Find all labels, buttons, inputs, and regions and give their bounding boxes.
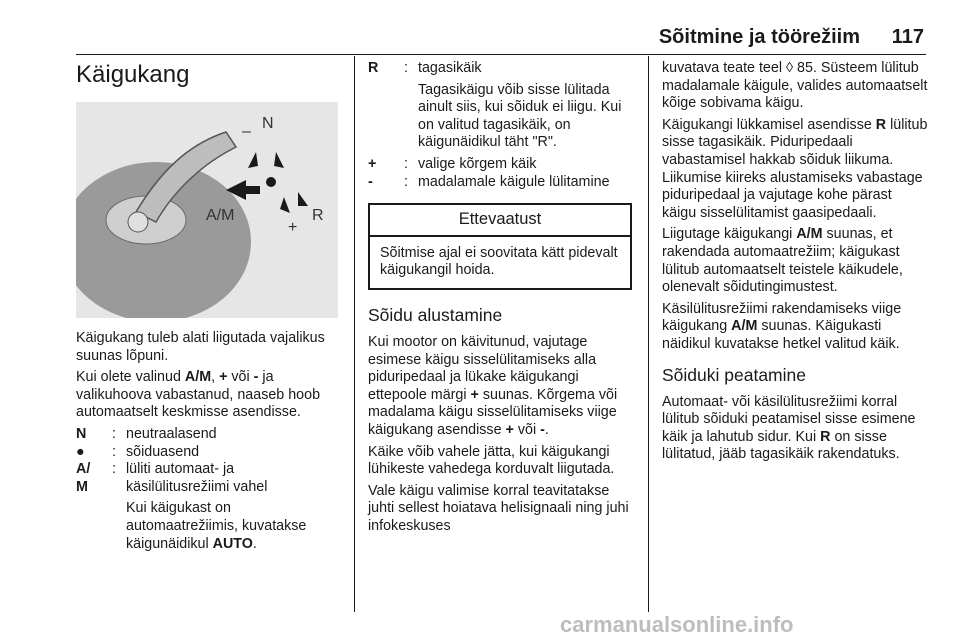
position-definitions <box>76 426 338 553</box>
running-header-title: Sõitmine ja töörežiim <box>658 26 860 48</box>
p2-plus: + <box>219 369 228 386</box>
p2-minus: - <box>253 369 259 386</box>
paragraph-skip: Käike võib vahele jätta, kui käigukangi lühikeste vahedega korduvalt liigutada. <box>368 443 615 478</box>
p2-prefix: Käigukangi lükkamisel asendisse <box>662 116 876 133</box>
def-colon: : <box>404 60 408 76</box>
p2-mid1: , <box>211 369 220 386</box>
paragraph-selection <box>76 369 338 422</box>
p1-suffix: . Süsteem lülitub madalamale käigule, valides automaatselt kõige sobivama käigu. <box>662 60 928 112</box>
arrow-n-icon <box>274 152 284 168</box>
s1-prefix: Kui mootor on käivitunud, vajutage esimese käigu sisselülitamiseks alla piduripedaal ja lükake käigukangi ettepoole märgi <box>368 333 597 403</box>
p4-suffix: suunas. Käigukasti näidikul kuvatakse hetkel valitud käik. <box>662 318 900 352</box>
def-value: tagasikäik <box>418 60 482 76</box>
p2-bold: R <box>875 116 887 133</box>
paragraph-intro: Käigukang tuleb alati liigutada vajalikus suunas lõpuni. <box>76 330 325 364</box>
warning-body: Sõitmise ajal ei soovitata kätt pidevalt käigukangil hoida. <box>380 244 618 279</box>
p1-prefix: kuvatava teate teel <box>662 60 786 76</box>
column-1 <box>76 60 338 557</box>
section-title-stopping: Sõiduki peatamine <box>662 364 806 385</box>
p4-bold: A/M <box>731 318 758 335</box>
position-definitions-2 <box>368 60 632 191</box>
s1-minus: - <box>540 421 545 438</box>
label-n: N <box>262 115 274 132</box>
paragraph-message <box>662 60 928 113</box>
label-plus: + <box>288 219 298 236</box>
p3-prefix: Liigutage käigukangi <box>662 226 797 243</box>
gear-lever-illustration <box>76 102 338 318</box>
lever-base <box>128 212 148 232</box>
def-value: lüliti automaat- ja käsilülitusrežiimi vahel <box>126 461 268 495</box>
auto-note <box>76 500 338 553</box>
s1-end: . <box>544 421 549 438</box>
label-am: A/M <box>206 207 235 224</box>
p2-mid2: või <box>227 369 254 386</box>
def-row <box>368 60 632 78</box>
def-colon: : <box>404 173 408 190</box>
def-value: neutraalasend <box>126 425 217 442</box>
label-r: R <box>312 207 324 224</box>
def-key: + <box>368 155 377 172</box>
gear-lever-figure <box>76 102 338 318</box>
arrow-plus-icon <box>280 197 290 213</box>
def-row <box>76 444 338 462</box>
def-value: sõiduasend <box>126 443 200 460</box>
def-value: valige kõrgem käik <box>418 155 537 172</box>
def-row <box>76 461 338 496</box>
paragraph-manual <box>662 301 928 354</box>
def-colon: : <box>112 425 116 442</box>
p2-suffix: ja valikuhoova vabastanud, naaseb hoob automaatselt keskmisse asendisse. <box>76 369 321 421</box>
column-3 <box>662 60 928 468</box>
reverse-note: Tagasikäigu võib sisse lülitada ainult siis, kui sõiduk ei liigu. Kui on valitud tagasikäik, on käigunäidikul täht "R". <box>418 81 622 151</box>
p2-am: A/M <box>184 369 212 386</box>
paragraph-automatic <box>662 226 928 296</box>
p5-bold: R <box>820 428 831 445</box>
watermark: carmanualsonline.info <box>560 612 794 637</box>
column-2 <box>368 60 632 539</box>
p3-bold: A/M <box>796 226 823 243</box>
def-colon: : <box>404 155 408 172</box>
def-key: ● <box>76 443 85 460</box>
warning-box <box>368 203 632 290</box>
paragraph-stopping <box>662 394 928 464</box>
p2-suffix: lülitub sisse tagasikäik. Piduripedaali vabastamisel hakkab sõiduk liikuma. Liikumise kiireks alustamiseks vabastage piduripedaal ja vajutage kohe pärast käigu sisselülitamist gaasipedaali. <box>662 116 928 221</box>
s1-mid: suunas. Kõrgema või madalama käigu sisselülitamiseks viige käigukang asendisse <box>368 386 618 438</box>
def-colon: : <box>112 461 116 478</box>
page-number: 117 <box>891 26 924 48</box>
p5-prefix: Automaat- või käsilülitusrežiimi korral lülitub sõiduki peatamisel sisse esimene käik ja lahutub sidur. Kui <box>662 393 916 445</box>
column-divider-2 <box>648 56 649 612</box>
s1-plus2: + <box>505 421 514 438</box>
section-title-kaigukang: Käigukang <box>76 61 190 88</box>
def-value: madalamale käigule lülitamine <box>418 173 610 190</box>
def-key: N <box>76 425 87 442</box>
label-minus: – <box>242 123 251 140</box>
note-bold: AUTO <box>212 535 253 552</box>
warning-title: Ettevaatust <box>370 205 630 237</box>
p2-prefix: Kui olete valinud <box>76 369 185 386</box>
arrow-r-icon <box>298 192 308 206</box>
paragraph-wrong-gear: Vale käigu valimise korral teavitatakse juhti sellest hoiatava helisignaali ning juhi infokeskuses <box>368 482 629 534</box>
def-colon: : <box>112 443 116 460</box>
def-key: R <box>368 60 379 76</box>
s1-plus: + <box>470 386 479 403</box>
def-key: - <box>368 173 373 190</box>
def-key: A/ M <box>76 461 91 495</box>
p4-prefix: Käsilülitusrežiimi rakendamiseks viige käigukang <box>662 300 902 335</box>
section-title-start: Sõidu alustamine <box>368 304 503 325</box>
paragraph-start <box>368 334 632 440</box>
def-row <box>76 426 338 444</box>
def-row <box>368 156 632 174</box>
drive-position-dot <box>266 177 276 187</box>
p3-suffix: suunas, et rakendada automaatrežiim; käigukast lülitub automaatselt teistele käikudele, olenevalt sõidutingimustest. <box>662 226 903 296</box>
note-suffix: . <box>252 535 257 552</box>
note-prefix: Kui käigukast on automaatrežiimis, kuvatakse käigunäidikul <box>126 500 307 552</box>
paragraph-reverse <box>662 117 928 223</box>
page-reference[interactable]: ◊ 85 <box>786 60 813 76</box>
p5-suffix: on sisse lülitatud, jääb tagasikäik rakendatuks. <box>662 428 900 463</box>
header-rule <box>76 54 926 55</box>
def-row <box>368 174 632 192</box>
column-divider-1 <box>354 56 355 612</box>
s1-or: või <box>513 421 541 438</box>
arrow-minus-icon <box>248 152 258 168</box>
